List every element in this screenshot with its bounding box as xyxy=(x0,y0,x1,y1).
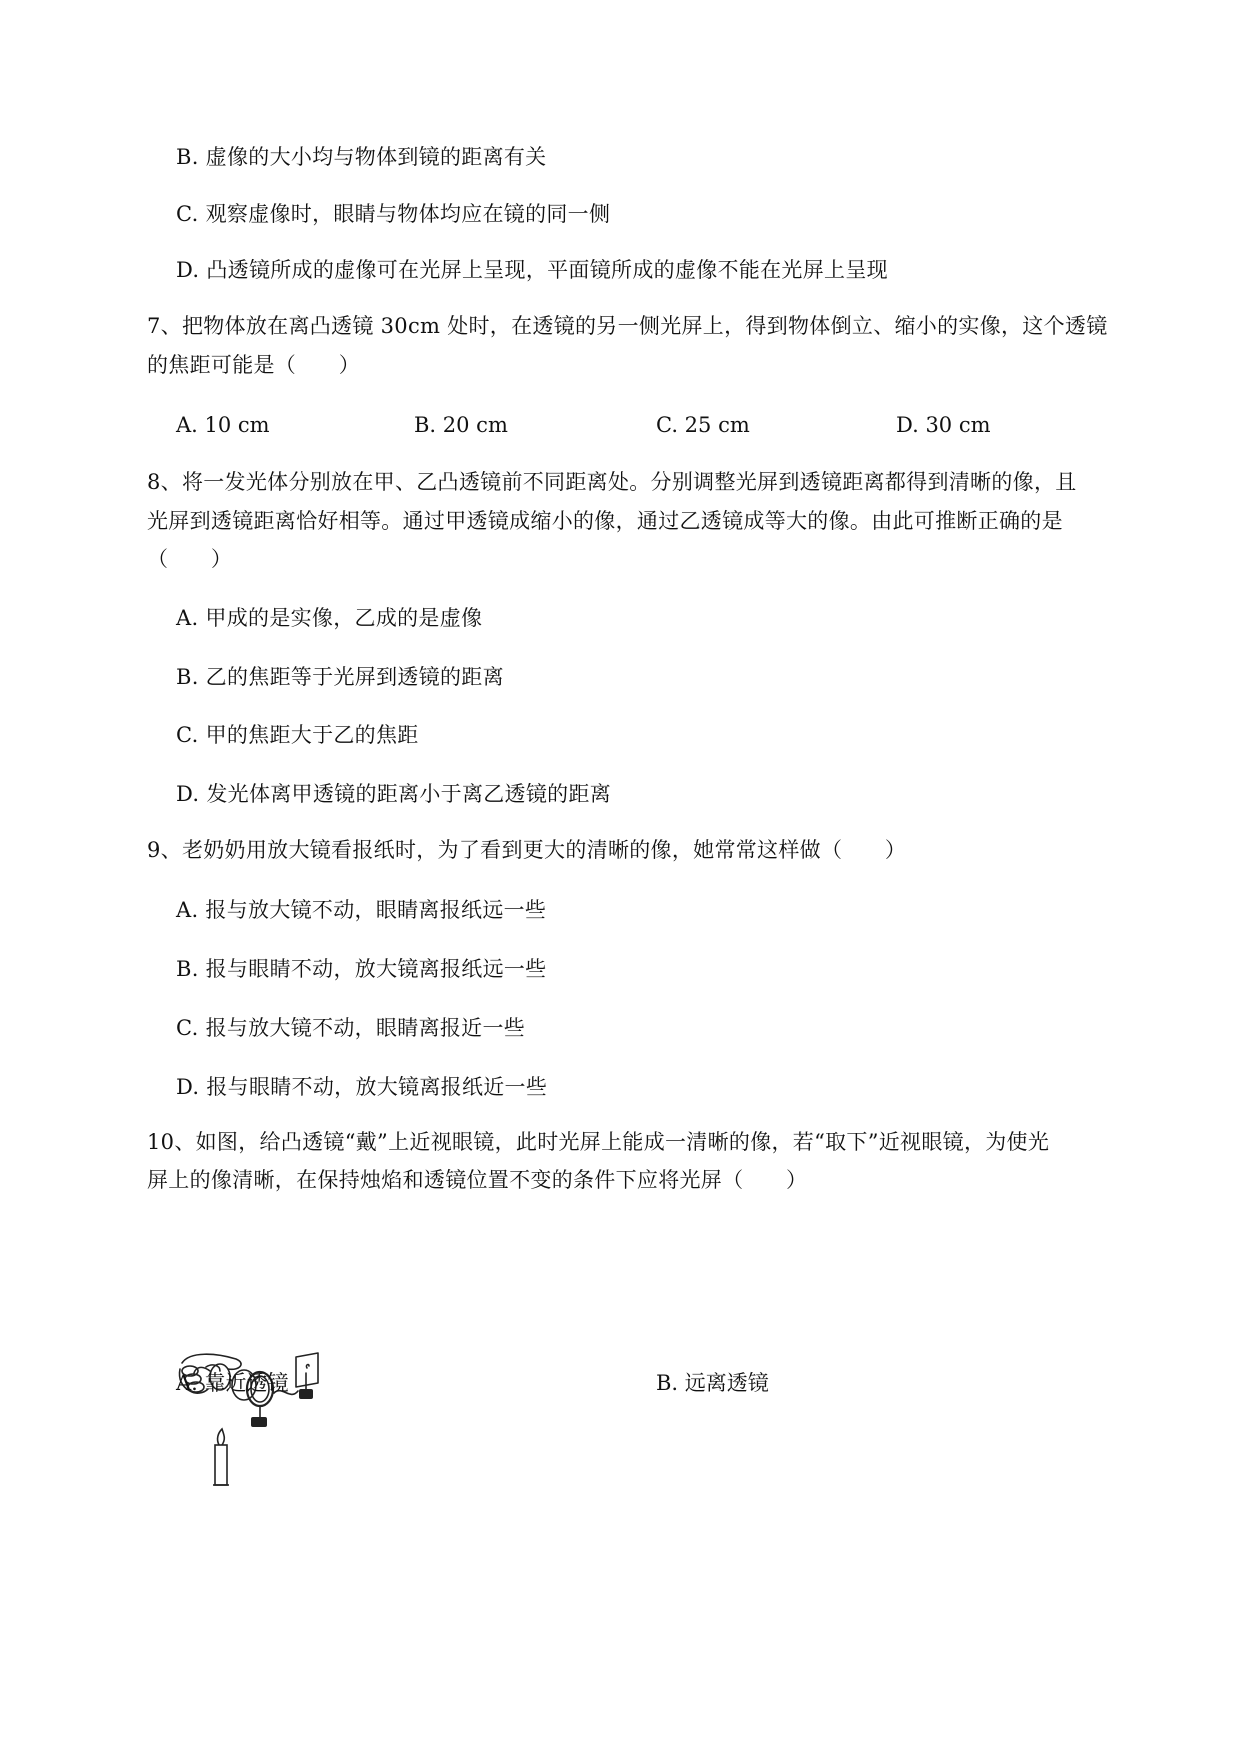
q6-option-b: B. 虚像的大小均与物体到镜的距离有关 xyxy=(176,145,547,169)
lens-experiment-illustration xyxy=(176,1345,346,1495)
lens-experiment-figure xyxy=(176,1345,346,1495)
q7-option-b: B. 20 cm xyxy=(414,413,508,437)
q8-stem-line-2: 光屏到透镜距离恰好相等。通过甲透镜成缩小的像，通过乙透镜成等大的像。由此可推断正确的是 xyxy=(147,509,1063,533)
q10-option-a: A. 靠近透镜 xyxy=(176,1371,289,1395)
q10-stem-line-1: 10、如图，给凸透镜“戴”上近视眼镜，此时光屏上能成一清晰的像，若“取下”近视眼镜，为使光 xyxy=(147,1130,1050,1154)
q6-option-d: D. 凸透镜所成的虚像可在光屏上呈现，平面镜所成的虚像不能在光屏上呈现 xyxy=(176,258,888,282)
q8-option-b: B. 乙的焦距等于光屏到透镜的距离 xyxy=(176,665,504,689)
q9-option-d: D. 报与眼睛不动，放大镜离报纸近一些 xyxy=(176,1075,548,1099)
q6-option-c: C. 观察虚像时，眼睛与物体均应在镜的同一侧 xyxy=(176,202,611,226)
q7-option-c: C. 25 cm xyxy=(656,413,750,437)
q7-stem-line-2: 的焦距可能是（ ） xyxy=(147,353,360,377)
q9-option-a: A. 报与放大镜不动，眼睛离报纸远一些 xyxy=(176,898,547,922)
q9-stem: 9、老奶奶用放大镜看报纸时，为了看到更大的清晰的像，她常常这样做（ ） xyxy=(147,838,907,862)
q8-option-d: D. 发光体离甲透镜的距离小于离乙透镜的距离 xyxy=(176,782,612,806)
q10-option-b: B. 远离透镜 xyxy=(656,1371,769,1395)
q8-option-a: A. 甲成的是实像，乙成的是虚像 xyxy=(176,606,483,630)
q7-stem-line-1: 7、把物体放在离凸透镜 30cm 处时，在透镜的另一侧光屏上，得到物体倒立、缩小的实像，这个透镜 xyxy=(147,314,1108,338)
q8-stem-line-3: （ ） xyxy=(147,547,233,571)
q8-stem-line-1: 8、将一发光体分别放在甲、乙凸透镜前不同距离处。分别调整光屏到透镜距离都得到清晰的像，且 xyxy=(147,470,1077,494)
q8-option-c: C. 甲的焦距大于乙的焦距 xyxy=(176,723,419,747)
q7-option-a: A. 10 cm xyxy=(176,413,270,437)
q9-option-c: C. 报与放大镜不动，眼睛离报近一些 xyxy=(176,1016,526,1040)
q7-option-d: D. 30 cm xyxy=(896,413,991,437)
q9-option-b: B. 报与眼睛不动，放大镜离报纸远一些 xyxy=(176,957,547,981)
q10-stem-line-2: 屏上的像清晰，在保持烛焰和透镜位置不变的条件下应将光屏（ ） xyxy=(147,1168,808,1192)
